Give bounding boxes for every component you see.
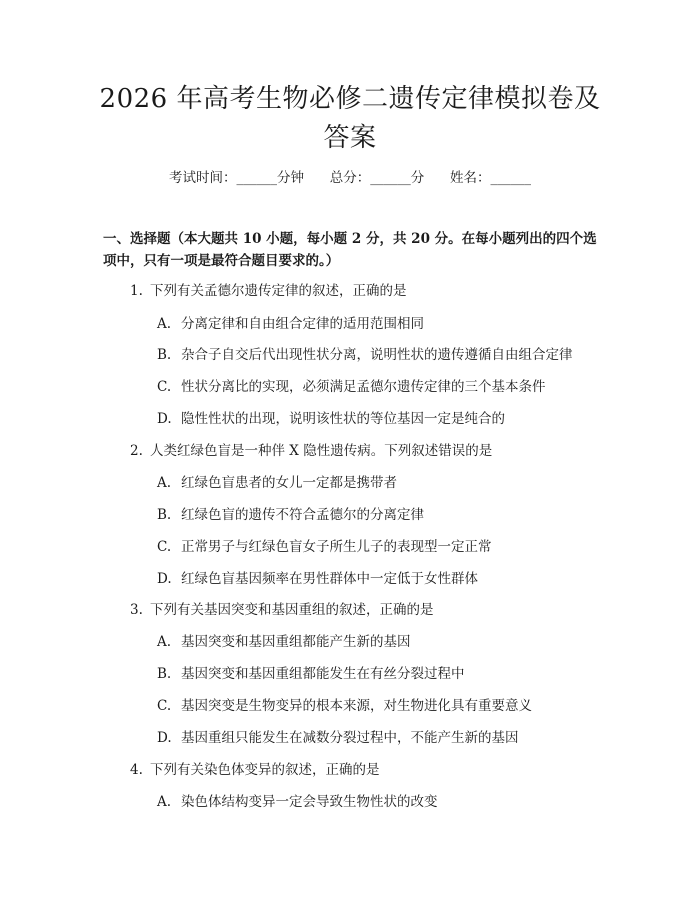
option-text: 基因突变和基因重组都能产生新的基因 (181, 634, 411, 650)
option-text: 红绿色盲患者的女儿一定都是携带者 (181, 475, 397, 491)
option-text: 基因重组只能发生在减数分裂过程中，不能产生新的基因 (181, 730, 519, 746)
option-letter: A. (157, 794, 172, 810)
option-text: 基因突变是生物变异的根本来源，对生物进化具有重要意义 (181, 698, 532, 714)
option-3a (157, 632, 411, 652)
question-text: 下列有关孟德尔遗传定律的叙述，正确的是 (150, 283, 407, 299)
option-1d (157, 409, 505, 429)
question-3 (130, 600, 434, 620)
option-1c (157, 377, 546, 397)
option-letter: B. (157, 347, 172, 363)
option-letter: D. (157, 730, 172, 746)
question-number: 3. (130, 602, 143, 618)
option-letter: C. (157, 539, 172, 555)
question-text: 人类红绿色盲是一种伴 X 隐性遗传病。下列叙述错误的是 (150, 443, 493, 459)
option-text: 正常男子与红绿色盲女子所生儿子的表现型一定正常 (181, 539, 492, 555)
option-text: 红绿色盲基因频率在男性群体中一定低于女性群体 (181, 571, 478, 587)
option-text: 杂合子自交后代出现性状分离，说明性状的遗传遵循自由组合定律 (181, 347, 573, 363)
option-1a (157, 314, 424, 334)
option-text: 红绿色盲的遗传不符合孟德尔的分离定律 (181, 507, 424, 523)
option-2c (157, 537, 492, 557)
option-text: 性状分离比的实现，必须满足孟德尔遗传定律的三个基本条件 (181, 379, 546, 395)
option-letter: B. (157, 507, 172, 523)
option-letter: D. (157, 571, 172, 587)
option-text: 分离定律和自由组合定律的适用范围相同 (181, 316, 424, 332)
exam-info-line: 考试时间：______分钟 总分：______分 姓名：______ (169, 170, 531, 186)
option-text: 基因突变和基因重组都能发生在有丝分裂过程中 (181, 666, 465, 682)
question-2 (130, 441, 492, 461)
option-letter: C. (157, 698, 172, 714)
question-1 (130, 281, 407, 301)
option-letter: D. (157, 411, 172, 427)
question-number: 1. (130, 283, 143, 299)
option-text: 隐性性状的出现，说明该性状的等位基因一定是纯合的 (181, 411, 505, 427)
option-letter: A. (157, 634, 172, 650)
option-letter: C. (157, 379, 172, 395)
question-text: 下列有关染色体变异的叙述，正确的是 (150, 762, 380, 778)
option-3c (157, 696, 532, 716)
page-title: 2026 年高考生物必修二遗传定律模拟卷及答案 (99, 84, 601, 153)
question-4 (130, 760, 380, 780)
option-letter: A. (157, 316, 172, 332)
option-letter: A. (157, 475, 172, 491)
option-text: 染色体结构变异一定会导致生物性状的改变 (181, 794, 438, 810)
option-1b (157, 345, 573, 365)
section-heading: 一、选择题（本大题共 10 小题，每小题 2 分，共 20 分。在每小题列出的四个选项中，只有一项是最符合题目要求的。） (103, 231, 597, 269)
option-2b (157, 505, 424, 525)
option-2d (157, 569, 478, 589)
question-number: 4. (130, 762, 143, 778)
option-2a (157, 473, 397, 493)
question-number: 2. (130, 443, 143, 459)
question-text: 下列有关基因突变和基因重组的叙述，正确的是 (150, 602, 434, 618)
option-3d (157, 728, 519, 748)
option-3b (157, 664, 465, 684)
option-4a (157, 792, 438, 812)
option-letter: B. (157, 666, 172, 682)
